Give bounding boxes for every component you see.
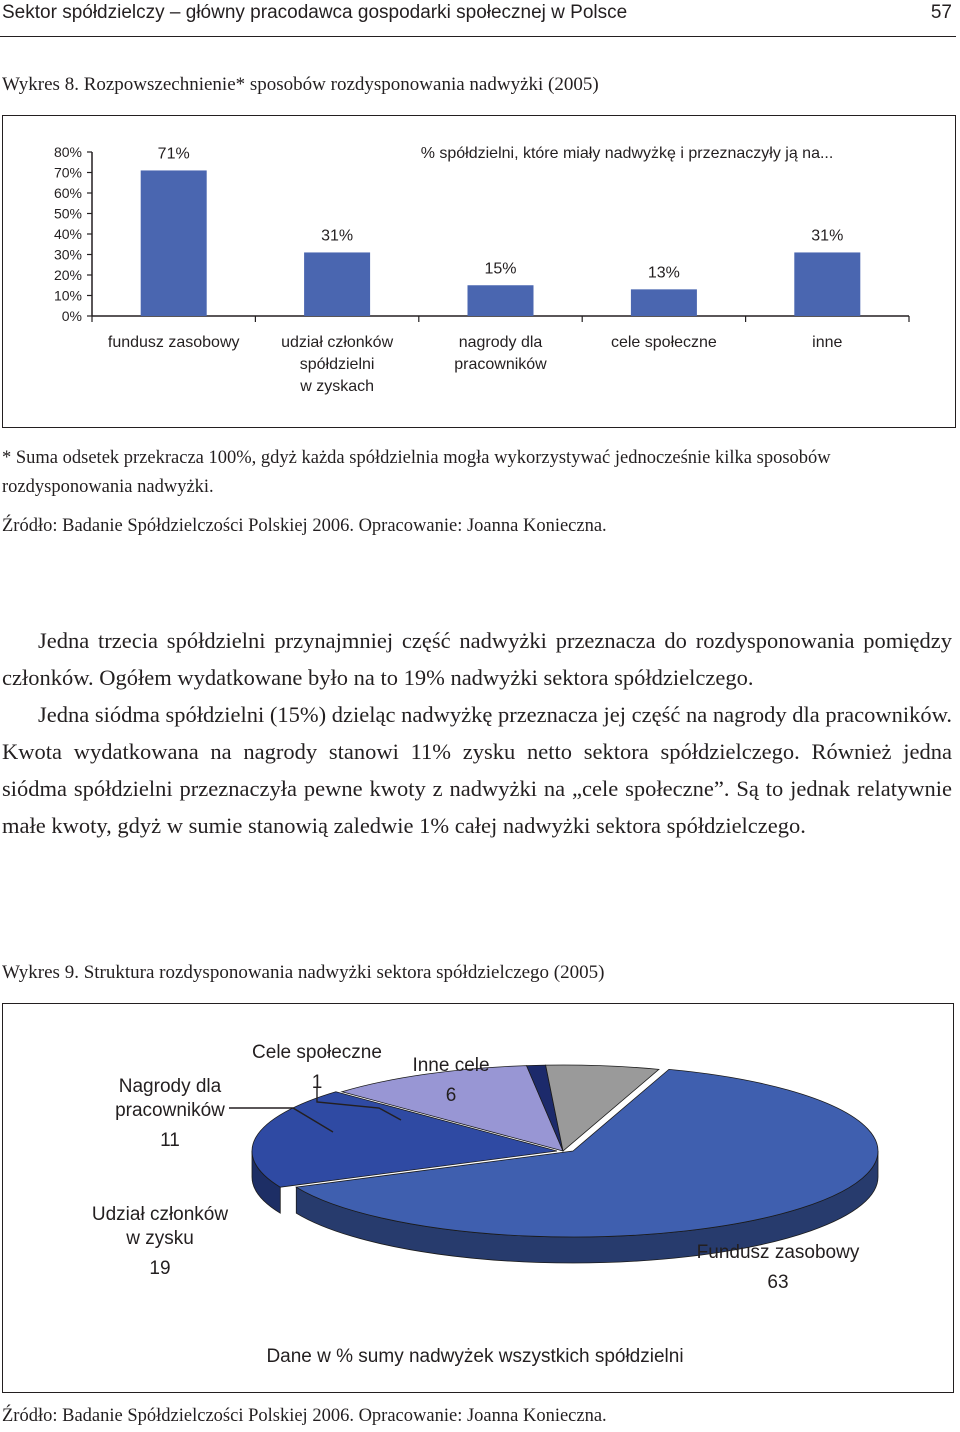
paragraph-2: Jedna siódma spółdzielni (15%) dzieląc nadwyżkę przeznacza jej część na nagrody dla pracowników. Kwota wydatkowana na nagrody stanowi 11% zysku netto sektora spółdzielczego. Również jedna siódma spółdzielni przeznaczyła pewne kwoty z nadwyżki na „cele społeczne”. Są to jednak relatywnie małe kwoty, gdyż w sumie stanowią zaledwie 1% całej nadwyżki sektora spółdzielczego.: [2, 702, 952, 838]
chart-title: % spółdzielni, które miały nadwyżkę i przeznaczyły ją na...: [420, 145, 834, 162]
slice-value-label: 6: [445, 1085, 457, 1106]
figure9-source: Źródło: Badanie Spółdzielczości Polskiej 2006. Opracowanie: Joanna Konieczna.: [2, 1406, 607, 1426]
slice-label: pracowników: [115, 1100, 225, 1121]
figure8-caption: Wykres 8. Rozpowszechnienie* sposobów rozdysponowania nadwyżki (2005): [2, 74, 599, 95]
bar: [304, 252, 370, 316]
bar: [141, 170, 207, 316]
figure8-source: Źródło: Badanie Spółdzielczości Polskiej 2006. Opracowanie: Joanna Konieczna.: [2, 516, 607, 536]
category-label: udział członków: [281, 334, 394, 351]
bar-chart-frame: [2, 115, 956, 428]
slice-value-label: 1: [311, 1072, 323, 1093]
body-text: [2, 622, 952, 844]
bar: [631, 289, 697, 316]
y-tick-label: 50%: [53, 205, 82, 222]
pie-chart: [3, 1004, 953, 1392]
pie-chart-frame: [2, 1003, 954, 1393]
slice-label: w zysku: [126, 1228, 194, 1249]
y-tick-label: 70%: [53, 164, 82, 181]
slice-value-label: 19: [149, 1258, 171, 1279]
y-tick-label: 30%: [53, 246, 82, 263]
slice-label: Udział członków: [91, 1204, 229, 1225]
header-rule: [0, 36, 956, 37]
slice-label: Nagrody dla: [118, 1076, 222, 1097]
bar-value-label: 71%: [157, 145, 190, 163]
bar-value-label: 13%: [647, 264, 680, 282]
paragraph-1: Jedna trzecia spółdzielni przynajmniej część nadwyżki przeznacza do rozdysponowania pomiędzy członków. Ogółem wydatkowane było na to 19% nadwyżki sektora spółdzielczego.: [2, 628, 952, 690]
bar: [468, 285, 534, 316]
y-tick-label: 10%: [53, 287, 82, 304]
header-title: Sektor spółdzielczy – główny pracodawca gospodarki społecznej w Polsce: [2, 2, 628, 23]
slice-value-label: 11: [160, 1130, 180, 1151]
category-label: inne: [812, 334, 843, 351]
bar-value-label: 31%: [811, 227, 844, 245]
slice-value-label: 63: [767, 1272, 789, 1293]
category-label: pracowników: [454, 356, 547, 373]
bar: [794, 252, 860, 316]
page-number: 57: [930, 2, 952, 23]
running-header: [2, 2, 956, 32]
category-label: nagrody dla: [458, 334, 543, 351]
y-tick-label: 0%: [61, 308, 82, 324]
category-label: spółdzielni: [299, 356, 375, 373]
slice-label: Fundusz zasobowy: [696, 1242, 860, 1263]
bar-value-label: 31%: [321, 227, 354, 245]
category-label: fundusz zasobowy: [107, 334, 240, 351]
slice-label: Cele społeczne: [252, 1042, 382, 1063]
category-label: w zyskach: [300, 378, 374, 395]
category-label: cele społeczne: [610, 334, 717, 351]
figure9-caption: Wykres 9. Struktura rozdysponowania nadwyżki sektora spółdzielczego (2005): [2, 962, 605, 983]
y-tick-label: 20%: [53, 267, 82, 283]
bar-value-label: 15%: [484, 260, 517, 278]
bar-chart: [3, 116, 955, 427]
slice-label: Inne cele: [412, 1055, 490, 1076]
y-tick-label: 80%: [53, 144, 82, 160]
y-tick-label: 60%: [53, 185, 82, 201]
pie-subtitle: Dane w % sumy nadwyżek wszystkich spółdzielni: [266, 1346, 684, 1367]
figure8-note: * Suma odsetek przekracza 100%, gdyż każda spółdzielnia mogła wykorzystywać jednocześnie kilka sposobów rozdysponowania nadwyżki.: [2, 448, 831, 497]
y-tick-label: 40%: [53, 226, 82, 242]
